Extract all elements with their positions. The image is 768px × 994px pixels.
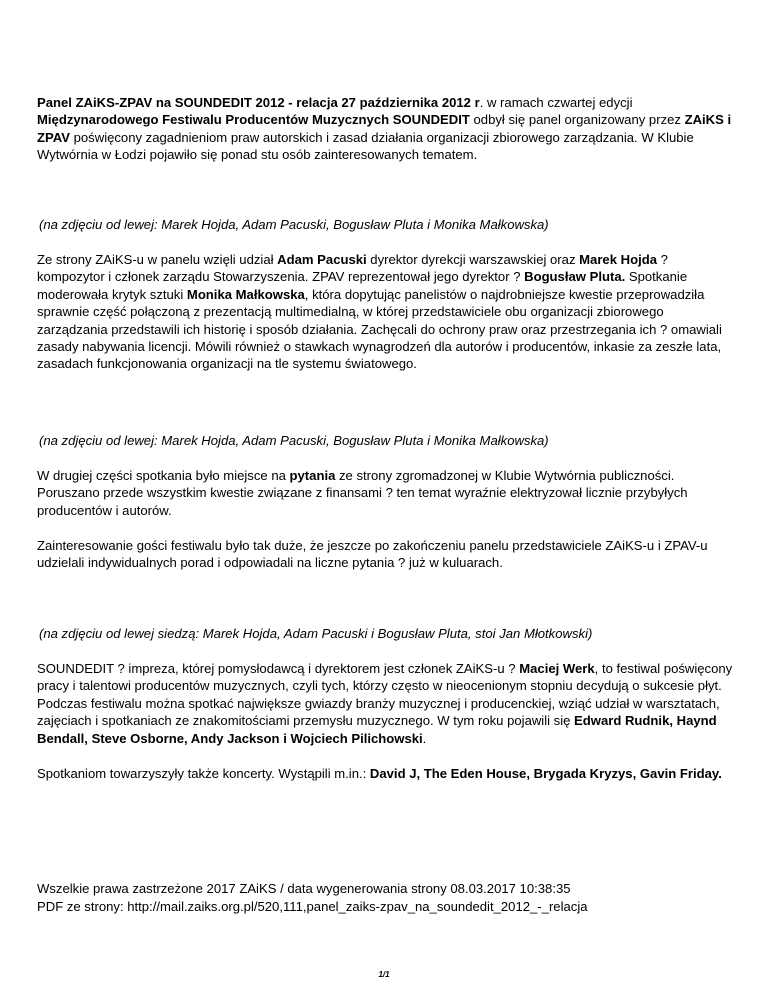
name-monika-malkowska: Monika Małkowska (186, 286, 305, 302)
photo-caption-3: (na zdjęciu od lewej siedzą: Marek Hojda, Adam Pacuski i Bogusław Pluta, stoi Jan Młotkowski) (39, 626, 593, 641)
article-title: Panel ZAiKS-ZPAV na SOUNDEDIT 2012 - relacja 27 października 2012 r (37, 95, 480, 110)
organizations: ZAiKS i ZPAV (37, 112, 732, 145)
name-adam-pacuski: Adam Pacuski (277, 252, 367, 267)
page-footer (37, 880, 737, 916)
name-marek-hojda: Marek Hojda (579, 252, 657, 267)
festival-name: Międzynarodowego Festiwalu Producentów Muzycznych SOUNDEDIT (37, 112, 470, 128)
page-number: 1/1 (378, 970, 390, 979)
photo-caption-1: (na zdjęciu od lewej: Marek Hojda, Adam Pacuski, Bogusław Pluta i Monika Małkowska) (39, 217, 549, 232)
questions-keyword: pytania (289, 468, 336, 483)
name-maciej-werk: Maciej Werk (519, 661, 595, 676)
panel-participants-paragraph: Ze strony ZAiKS-u w panelu wzięli udział Adam Pacuski dyrektor dyrekcji warszawskiej oraz Marek Hojda ? kompozytor i członek zarządu Stowarzyszenia. ZPAV reprezentował jego dyrektor ? Bogusław Pluta. Spotkanie moderowała krytyk sztuki Monika Małkowska, która dopytując panelistów o najdrobniejsze kwestie przeprowadziła sprawnie część połączoną z prezentacją multimedialną, w której przedstawiciele obu organizacji zbiorowego zarządzania przedstawili ich historię i sposób działania. Zachęcali do ochrony praw oraz przestrzegania ich ? omawiali zasady nabywania licencji. Mówili również o stawkach wynagrodzeń dla autorów i producentów, inkasie za zeszłe lata, zasadach funkcjonowania organizacji na tle systemu światowego. (37, 252, 722, 372)
soundedit-paragraph: SOUNDEDIT ? impreza, której pomysłodawcą i dyrektorem jest członek ZAiKS-u ? Maciej Werk, to festiwal poświęcony pracy i talentowi producentów muzycznych, czyli tych, którzy często w nieocenionym stopniu decydują o sukcesie płyt. Podczas festiwalu można spotkać największe gwiazdy branży muzycznej i producenckiej, wziąć udział w warsztatach, zajęciach i spotkaniach ze znakomitościami przemysłu muzycznego. W tym roku pojawili się Edward Rudnik, Haynd Bendall, Steve Osborne, Andy Jackson i Wojciech Pilichowski. (37, 661, 733, 746)
concert-artists: David J, The Eden House, Brygada Kryzys, Gavin Friday. (369, 766, 722, 781)
intro-paragraph: Panel ZAiKS-ZPAV na SOUNDEDIT 2012 - relacja 27 października 2012 r. w ramach czwartej edycji Międzynarodowego Festiwalu Producentów Muzycznych SOUNDEDIT odbył się panel organizowany przez ZAiKS i ZPAV poświęcony zagadnieniom praw autorskich i zasad działania organizacji zbiorowego zarządzania. W Klubie Wytwórnia w Łodzi pojawiło się ponad stu osób zainteresowanych tematem. (37, 95, 732, 163)
interest-paragraph: Zainteresowanie gości festiwalu było tak duże, że jeszcze po zakończeniu panelu przedstawiciele ZAiKS-u i ZPAV-u udzielali indywidualnych porad i odpowiadali na liczne pytania ? już w kuluarach. (37, 538, 708, 571)
photo-caption-2: (na zdjęciu od lewej: Marek Hojda, Adam Pacuski, Bogusław Pluta i Monika Małkowska) (39, 433, 549, 448)
name-boguslaw-pluta: Bogusław Pluta. (524, 269, 626, 285)
concerts-paragraph: Spotkaniom towarzyszyły także koncerty. Wystąpili m.in.: David J, The Eden House, Brygada Kryzys, Gavin Friday. (37, 766, 722, 781)
pdf-source-line: PDF ze strony: http://mail.zaiks.org.pl/520,111,panel_zaiks-zpav_na_soundedit_2012_-_relacja (37, 899, 588, 914)
copyright-line: Wszelkie prawa zastrzeżone 2017 ZAiKS / data wygenerowania strony 08.03.2017 10:38:35 (37, 881, 571, 896)
guest-names: Edward Rudnik, Haynd Bendall, Steve Osborne, Andy Jackson i Wojciech Pilichowski (37, 713, 717, 746)
pdf-source-url: http://mail.zaiks.org.pl/520,111,panel_zaiks-zpav_na_soundedit_2012_-_relacja (127, 899, 588, 914)
questions-paragraph: W drugiej części spotkania było miejsce na pytania ze strony zgromadzonej w Klubie Wytwórnia publiczności. Poruszano przede wszystkim kwestie związane z finansami ? ten temat wyraźnie elektryzował licznie przybyłych producentów i autorów. (37, 468, 688, 518)
